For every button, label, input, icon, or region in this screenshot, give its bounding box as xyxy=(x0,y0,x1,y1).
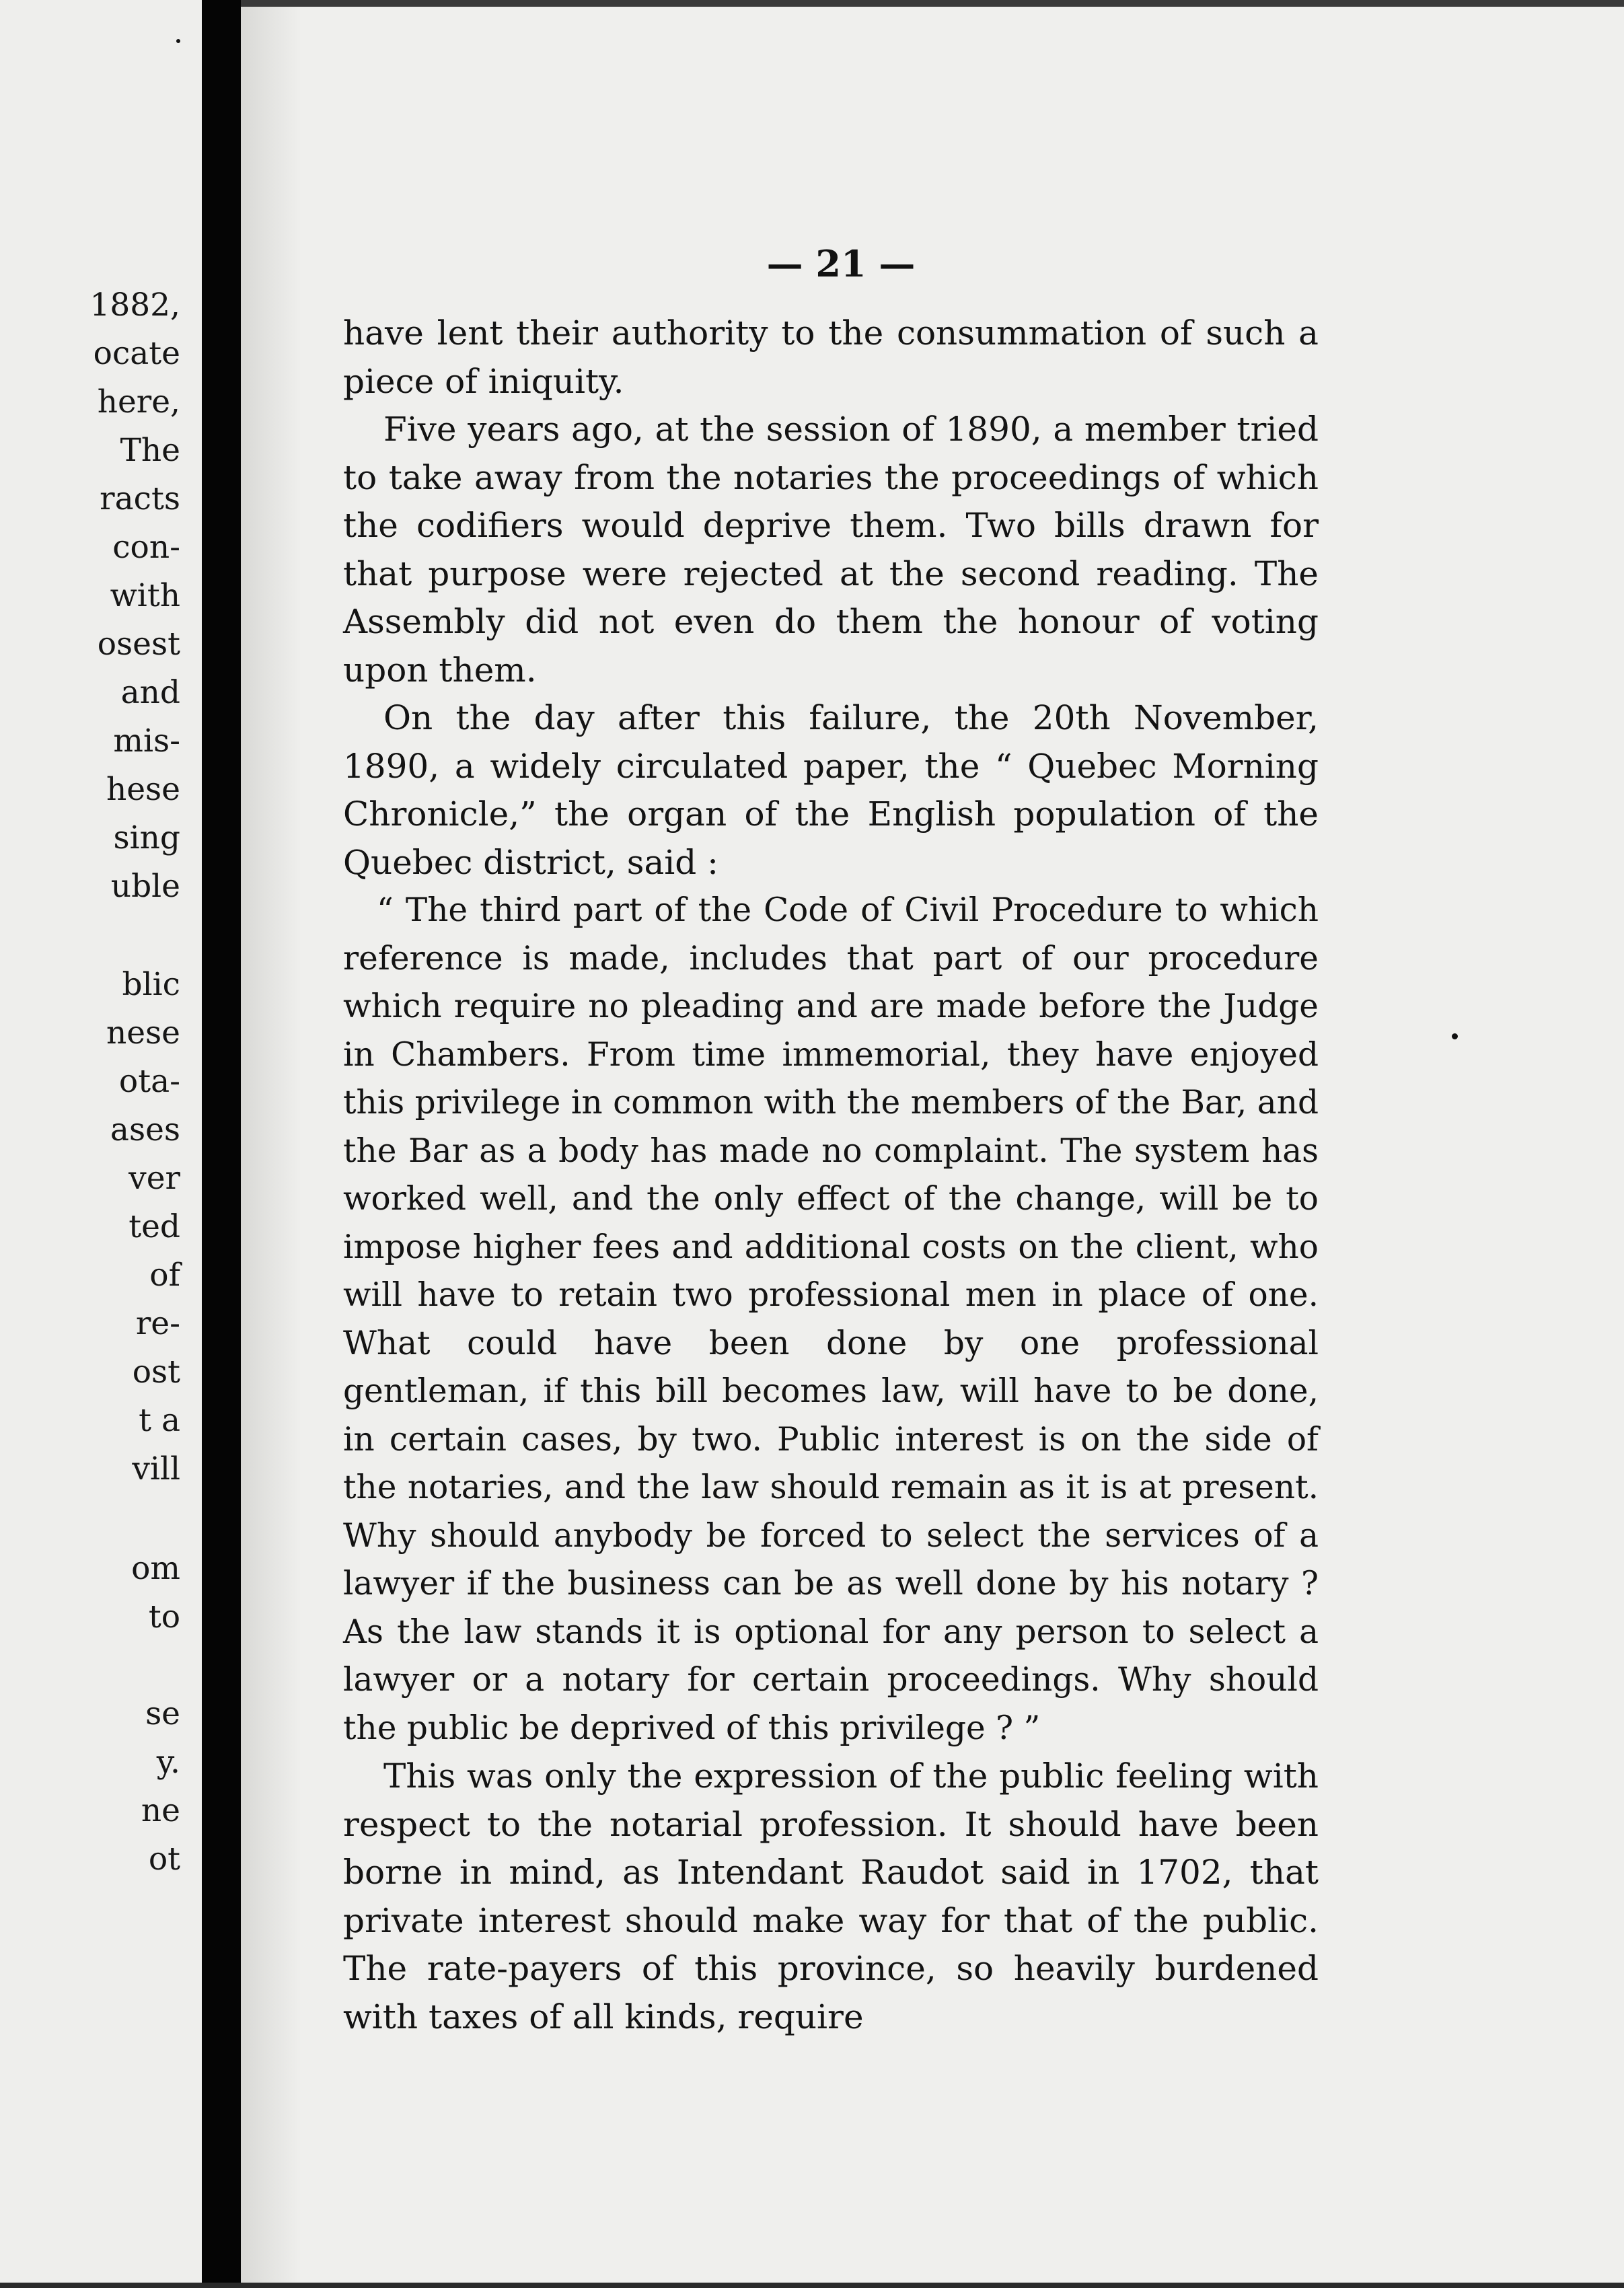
left-fragment: vill xyxy=(132,1450,180,1487)
left-fragment: om xyxy=(131,1550,180,1587)
left-fragment: ases xyxy=(110,1111,180,1148)
left-fragment: to xyxy=(148,1598,180,1635)
left-fragment: osest xyxy=(97,626,180,663)
left-fragment: t a xyxy=(139,1402,180,1439)
left-fragment: mis- xyxy=(113,723,180,760)
top-scan-edge xyxy=(241,0,1624,7)
left-fragment: nese xyxy=(106,1014,180,1051)
left-fragment: here, xyxy=(97,383,180,420)
left-fragment: racts xyxy=(100,480,180,517)
left-fragment: ne xyxy=(141,1792,180,1829)
bottom-scan-edge xyxy=(0,2283,1624,2288)
left-fragment: uble xyxy=(110,868,180,905)
left-fragment: blic xyxy=(122,966,180,1003)
left-fragment: and xyxy=(120,674,180,711)
left-fragment: hese xyxy=(106,771,180,808)
left-fragment: ot xyxy=(148,1841,180,1878)
left-fragment: ota- xyxy=(118,1063,180,1100)
left-fragment: 1882, xyxy=(89,287,180,324)
paragraph-session-1890: Five years ago, at the session of 1890, a member tried to take away from the notaries the proceedings of which the codifiers would deprive them. Two bills drawn for that purpose were rejected at the second reading. The Assembly did not even do them the honour of voting upon them. xyxy=(343,410,1319,690)
left-fragment: with xyxy=(110,577,180,614)
body-text xyxy=(343,309,1319,2041)
paragraph-chronicle-intro: On the day after this failure, the 20th November, 1890, a widely circulated paper, the “ Quebec Morning Chronicle,” the organ of the English population of the Quebec district, said : xyxy=(343,698,1319,882)
left-page xyxy=(0,0,202,2288)
paragraph-chronicle-quote: “ The third part of the Code of Civil Procedure to which reference is made, includes that part of our procedure which require no pleading and are made before the Judge in Chambers. From time immemorial, they have enjoyed this privilege in common with the members of the Bar, and the Bar as a body has made no complaint. The system has worked well, and the only effect of the change, will be to impose higher fees and additional costs on the client, who will have to retain two professional men in place of one. What could have been done by one professional gentleman, if this bill becomes law, will have to be done, in certain cases, by two. Public interest is on the side of the notaries, and the law should remain as it is at present. Why should anybody be forced to select the services of a lawyer if the business can be as well done by his notary ? As the law stands it is optional for any person to select a lawyer or a notary for certain proceedings. Why should the public be deprived of this privilege ? ” xyxy=(343,891,1319,1747)
left-fragment: re- xyxy=(135,1305,180,1342)
left-fragment: ost xyxy=(132,1354,180,1391)
left-fragment: The xyxy=(120,432,180,469)
scan-speck xyxy=(1452,1033,1458,1039)
left-fragment: of xyxy=(149,1257,180,1294)
left-fragment: con- xyxy=(112,529,180,566)
left-fragment: ted xyxy=(128,1208,180,1245)
left-fragment: se xyxy=(145,1695,180,1732)
left-fragment: ver xyxy=(128,1160,180,1197)
paragraph-public-feeling: This was only the expression of the public feeling with respect to the notarial profession. It should have been borne in mind, as Intendant Raudot said in 1702, that private interest should make way for that of the public. The rate-payers of this province, so heavily burdened with taxes of all kinds, require xyxy=(343,1757,1319,2036)
book-gutter xyxy=(202,0,241,2288)
left-fragment: ocate xyxy=(93,335,180,372)
scan-speck xyxy=(176,39,180,43)
gutter-shadow xyxy=(241,0,301,2288)
page-number: — 21 — xyxy=(766,242,916,285)
left-fragment: y. xyxy=(156,1744,180,1781)
paragraph-continuation: have lent their authority to the consummation of such a piece of iniquity. xyxy=(343,313,1319,401)
left-fragment: sing xyxy=(113,819,180,856)
